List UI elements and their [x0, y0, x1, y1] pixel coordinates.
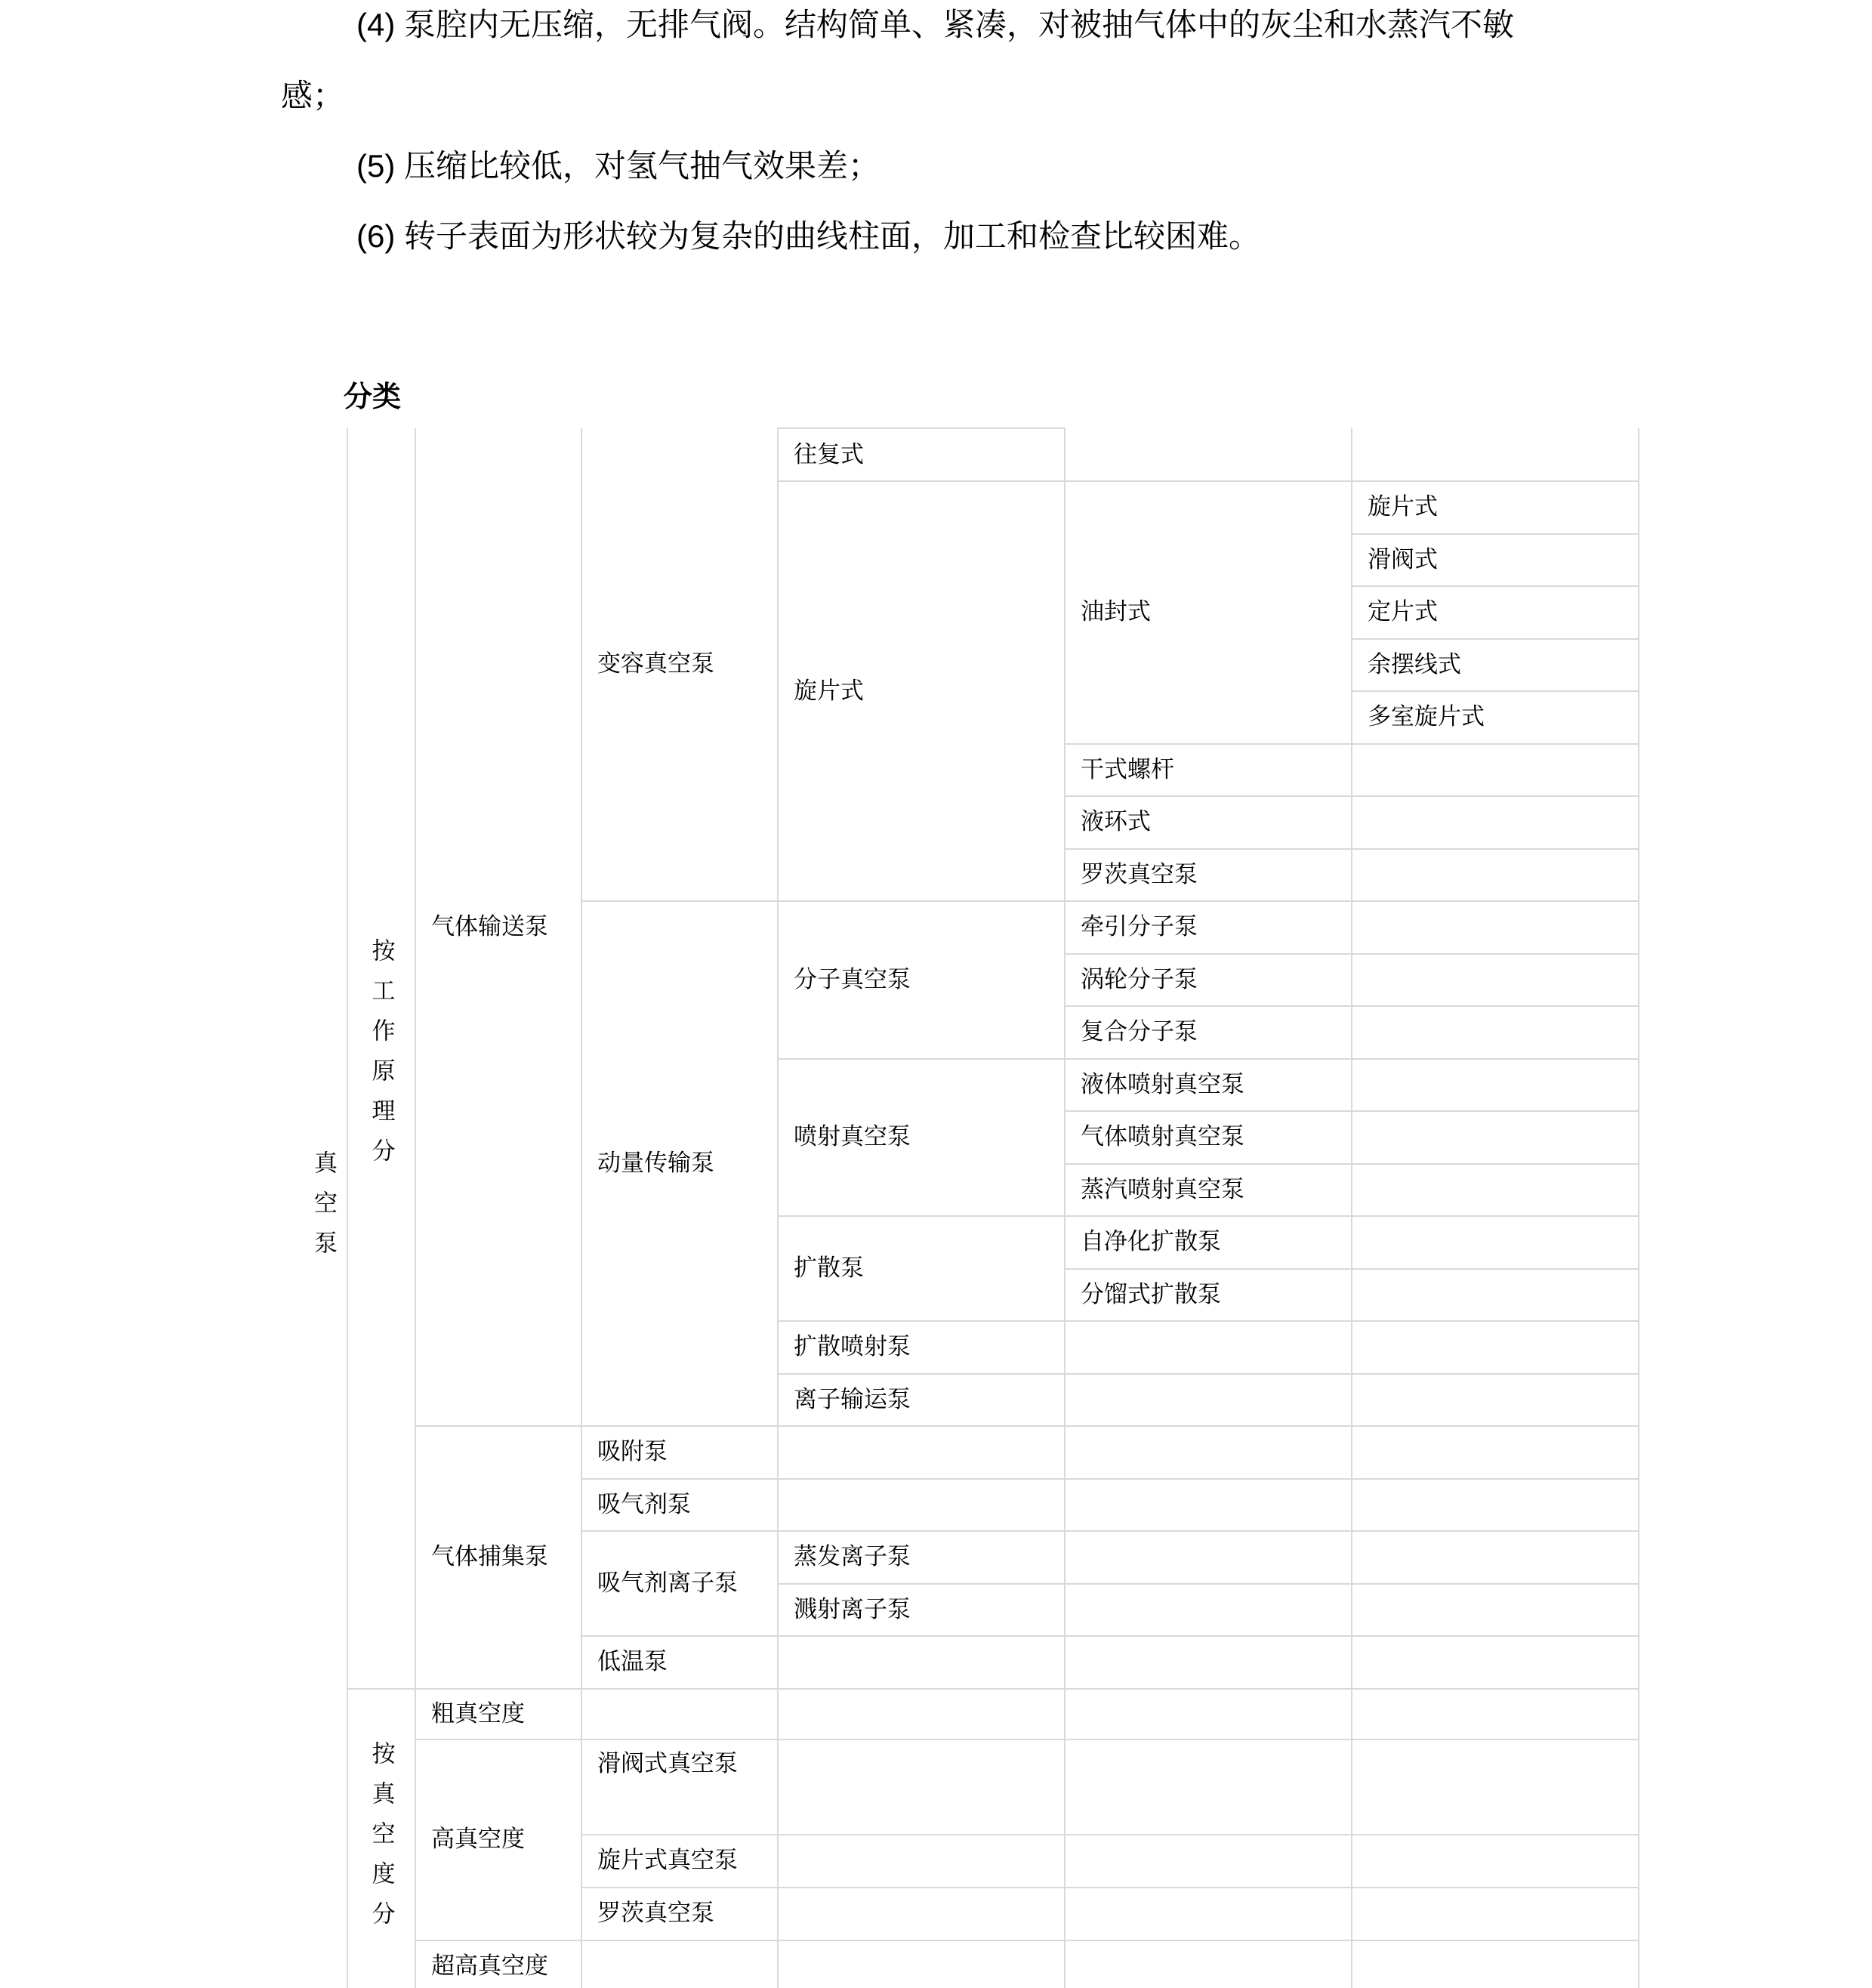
paragraph-line: (6) 转子表面为形状较为复杂的曲线柱面，加工和检查比较困难。: [356, 218, 1261, 254]
table-cell: [1352, 1321, 1639, 1374]
table-cell: [1065, 1479, 1352, 1532]
table-cell: 罗茨真空泵: [581, 1888, 778, 1940]
table-cell: [1065, 1835, 1352, 1888]
table-cell: [1352, 1059, 1639, 1112]
table-cell: [1065, 428, 1352, 481]
table-cell: [1352, 1636, 1639, 1689]
table-cell: [1352, 1164, 1639, 1217]
table-cell: 溅射离子泵: [778, 1584, 1065, 1637]
table-cell: 超高真空度: [415, 1940, 581, 1988]
table-cell: [1352, 849, 1639, 902]
table-row: [301, 1426, 1639, 1479]
table-cell: [1352, 1740, 1639, 1835]
table-cell: [1352, 1111, 1639, 1164]
vertical-label: 真空泵: [310, 1150, 337, 1271]
table-cell: [1352, 1835, 1639, 1888]
table-cell: 扩散喷射泵: [778, 1321, 1065, 1374]
table-cell: [1352, 1216, 1639, 1269]
table-cell: [1352, 1888, 1639, 1940]
table-cell: [1352, 1584, 1639, 1637]
table-cell: 自净化扩散泵: [1065, 1216, 1352, 1269]
table-cell: [1065, 1321, 1352, 1374]
table-cell: 旋片式: [1352, 481, 1639, 534]
table-cell: [1065, 1740, 1352, 1835]
table-cell: 低温泵: [581, 1636, 778, 1689]
table-cell: [1065, 1636, 1352, 1689]
getter-ion-pump-cell: 吸气剂离子泵: [581, 1531, 778, 1636]
table-cell: [1065, 1940, 1352, 1988]
table-cell: 涡轮分子泵: [1065, 954, 1352, 1007]
diffusion-pump-cell: 扩散泵: [778, 1216, 1065, 1321]
table-cell: [1352, 1940, 1639, 1988]
vertical-label: 按工作原理分: [368, 937, 395, 1178]
table-cell: [581, 1940, 778, 1988]
table-cell: 多室旋片式: [1352, 691, 1639, 744]
table-cell: 复合分子泵: [1065, 1006, 1352, 1059]
table-cell: [1352, 1689, 1639, 1740]
table-cell: [778, 1689, 1065, 1740]
table-cell: [778, 1740, 1065, 1835]
table-cell: [1352, 1269, 1639, 1322]
paragraph-line: (4) 泵腔内无压缩，无排气阀。结构简单、紧凑，对被抽气体中的灰尘和水蒸汽不敏: [356, 7, 1515, 42]
table-cell: 蒸汽喷射真空泵: [1065, 1164, 1352, 1217]
table-cell: 余摆线式: [1352, 639, 1639, 692]
table-cell: [1065, 1584, 1352, 1637]
table-cell: 吸气剂泵: [581, 1479, 778, 1532]
table-cell: 分馏式扩散泵: [1065, 1269, 1352, 1322]
root-cell-vacuum-pump: [301, 428, 347, 1988]
table-cell: [1352, 1531, 1639, 1584]
table-cell: 定片式: [1352, 586, 1639, 639]
table-cell: [1352, 1374, 1639, 1427]
table-cell: [1352, 744, 1639, 797]
table-cell: 旋片式真空泵: [581, 1835, 778, 1888]
table-cell: [1352, 1006, 1639, 1059]
reciprocating-type-cell: 往复式: [778, 428, 1065, 481]
table-cell: [1065, 1426, 1352, 1479]
table-cell: 牵引分子泵: [1065, 901, 1352, 954]
section-heading: 分类: [344, 381, 402, 413]
high-vacuum-cell: 高真空度: [415, 1740, 581, 1940]
table-cell: 滑阀式: [1352, 534, 1639, 587]
vertical-label: 按真空度分: [368, 1740, 395, 1941]
rotary-vane-branch-cell: 旋片式: [778, 481, 1065, 901]
table-cell: [778, 1940, 1065, 1988]
table-cell: [1352, 428, 1639, 481]
group-by-vacuum-degree-cell: [347, 1689, 415, 1988]
table-cell: 吸附泵: [581, 1426, 778, 1479]
table-row: [301, 1689, 1639, 1740]
molecular-pump-cell: 分子真空泵: [778, 901, 1065, 1059]
table-cell: [1352, 1479, 1639, 1532]
classification-table: [301, 428, 1639, 1988]
oil-sealed-cell: 油封式: [1065, 481, 1352, 744]
gas-capture-pump-cell: 气体捕集泵: [415, 1426, 581, 1689]
table-cell: [778, 1426, 1065, 1479]
table-cell: [1065, 1888, 1352, 1940]
table-cell: [778, 1479, 1065, 1532]
table-cell: [778, 1835, 1065, 1888]
group-by-working-principle-cell: [347, 428, 415, 1689]
gas-transfer-pump-cell: 气体输送泵: [415, 428, 581, 1426]
table-row: [301, 1940, 1639, 1988]
momentum-transfer-pump-cell: 动量传输泵: [581, 901, 778, 1426]
paragraph-line: (5) 压缩比较低，对氢气抽气效果差；: [356, 148, 880, 184]
table-cell: [1352, 954, 1639, 1007]
table-cell: 粗真空度: [415, 1689, 581, 1740]
ejector-pump-cell: 喷射真空泵: [778, 1059, 1065, 1217]
table-body: [301, 428, 1639, 1988]
positive-displacement-pump-cell: 变容真空泵: [581, 428, 778, 901]
table-cell: 滑阀式真空泵: [581, 1740, 778, 1835]
table-cell: [1065, 1374, 1352, 1427]
table-cell: 液环式: [1065, 796, 1352, 849]
table-cell: 气体喷射真空泵: [1065, 1111, 1352, 1164]
paragraph-line: 感；: [281, 78, 345, 113]
table-cell: [778, 1636, 1065, 1689]
table-cell: 蒸发离子泵: [778, 1531, 1065, 1584]
table-row: [301, 1740, 1639, 1835]
table-cell: [1352, 901, 1639, 954]
table-row: [301, 428, 1639, 481]
table-cell: [1065, 1531, 1352, 1584]
table-cell: [1352, 1426, 1639, 1479]
table-cell: [1065, 1689, 1352, 1740]
table-cell: 液体喷射真空泵: [1065, 1059, 1352, 1112]
table-cell: 离子输运泵: [778, 1374, 1065, 1427]
table-cell: [1352, 796, 1639, 849]
table-cell: 罗茨真空泵: [1065, 849, 1352, 902]
table-cell: 干式螺杆: [1065, 744, 1352, 797]
table-cell: [778, 1888, 1065, 1940]
table-cell: [581, 1689, 778, 1740]
